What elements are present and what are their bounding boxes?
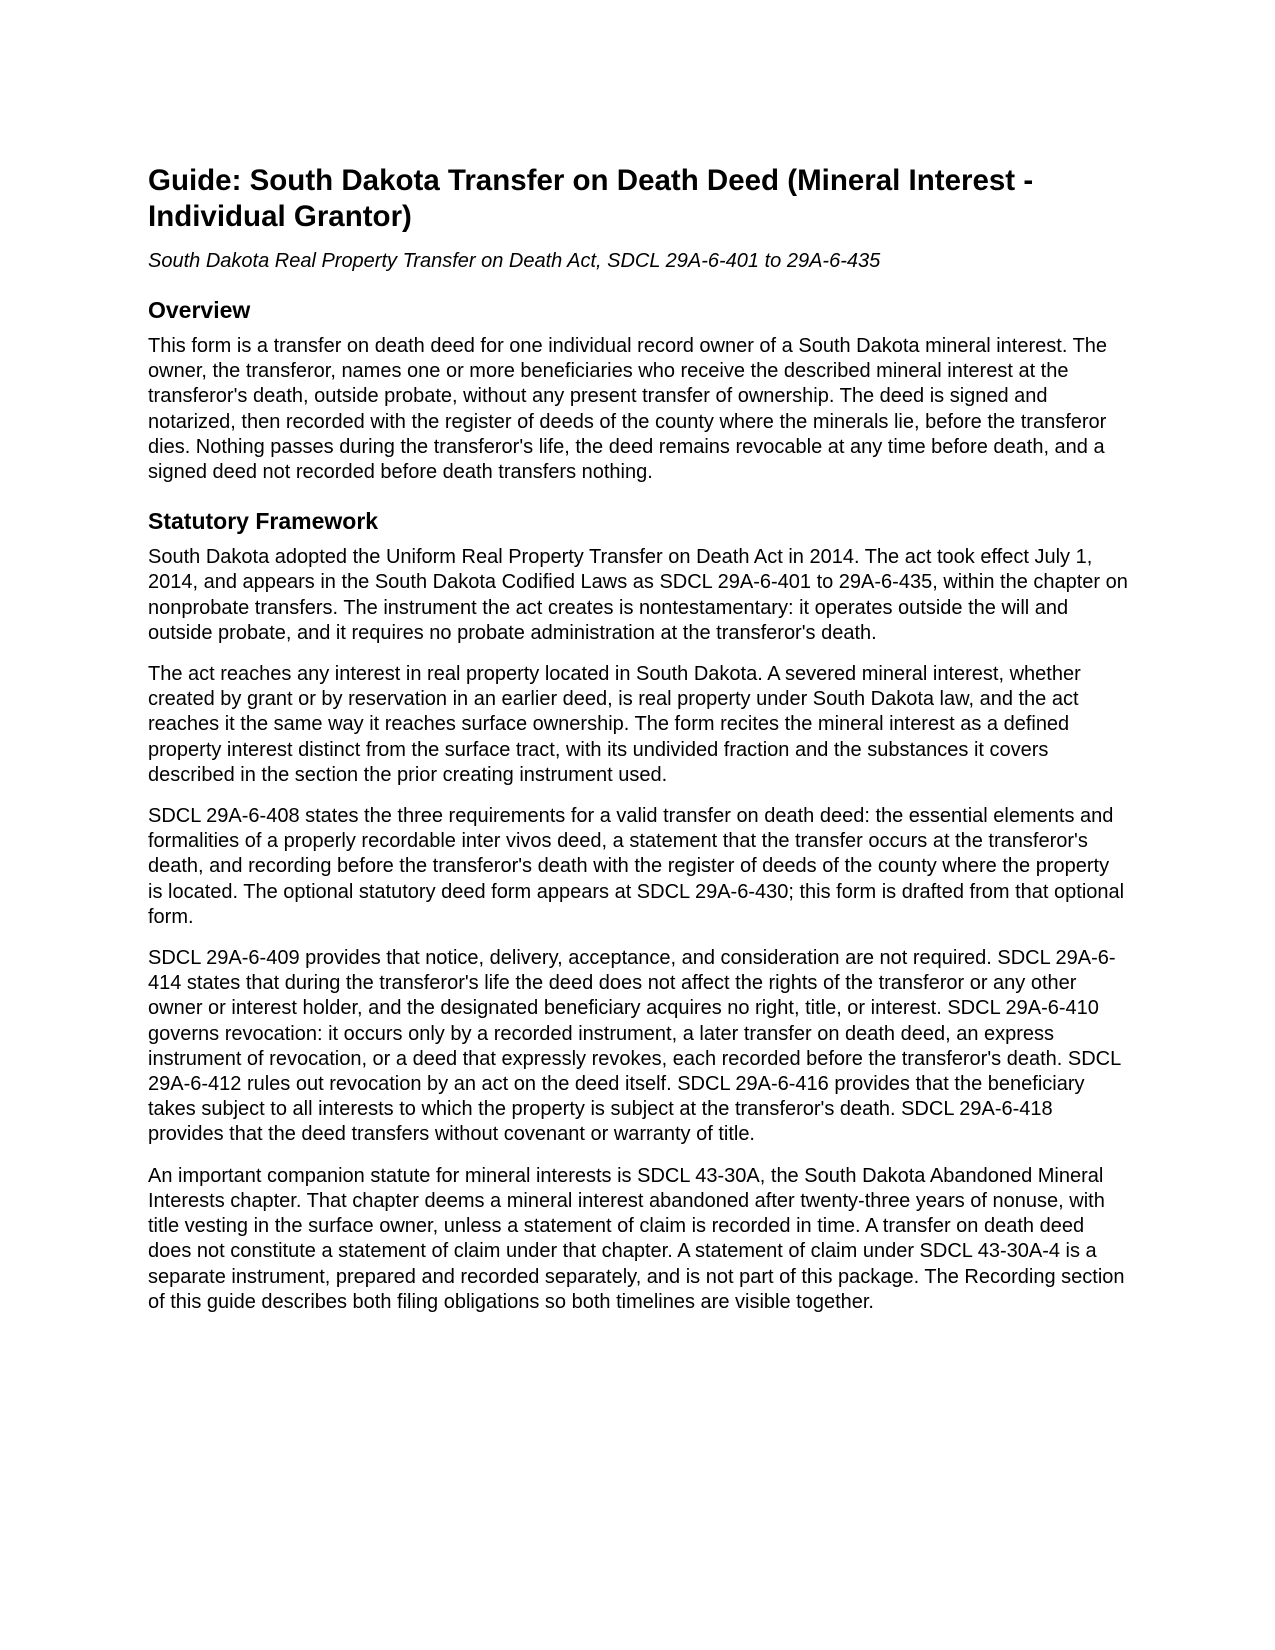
framework-paragraph-effects: SDCL 29A-6-409 provides that notice, delivery, acceptance, and consideration are not required. SDCL 29A-6-414 states that during the transferor's life the deed does not affect the rights of the transferor or any other owner or interest holder, and the designated beneficiary acquires no right, title, or interest. SDCL 29A-6-410 governs revocation: it occurs only by a recorded instrument, a later transfer on death deed, an express instrument of revocation, or a deed that expressly revokes, each recorded before the transferor's death. SDCL 29A-6-412 rules out revocation by an act on the deed itself. SDCL 29A-6-416 provides that the beneficiary takes subject to all interests to which the property is subject at the transferor's death. SDCL 29A-6-418 provides that the deed transfers without covenant or warranty of title. xyxy=(148,947,1121,1146)
document-subtitle: South Dakota Real Property Transfer on Death Act, SDCL 29A-6-401 to 29A-6-435 xyxy=(148,250,881,272)
framework-paragraph-adoption: South Dakota adopted the Uniform Real Property Transfer on Death Act in 2014. The act took effect July 1, 2014, and appears in the South Dakota Codified Laws as SDCL 29A-6-401 to 29A-6-435, within the chapter on nonprobate transfers. The instrument the act creates is nontestamentary: it operates outside the will and outside probate, and it requires no probate administration at the transferor's death. xyxy=(148,546,1128,644)
framework-paragraph-abandoned-minerals: An important companion statute for mineral interests is SDCL 43-30A, the South Dakota Abandoned Mineral Interests chapter. That chapter deems a mineral interest abandoned after twenty-three years of nonuse, with title vesting in the surface owner, unless a statement of claim is recorded in time. A transfer on death deed does not constitute a statement of claim under that chapter. A statement of claim under SDCL 43-30A-4 is a separate instrument, prepared and recorded separately, and is not part of this package. The Recording section of this guide describes both filing obligations so both timelines are visible together. xyxy=(148,1164,1125,1313)
framework-paragraph-mineral-interest: The act reaches any interest in real property located in South Dakota. A severed mineral interest, whether created by grant or by reservation in an earlier deed, is real property under South Dakota law, and the act reaches it the same way it reaches surface ownership. The form recites the mineral interest as a defined property interest distinct from the surface tract, with its undivided fraction and the substances it covers described in the section the prior creating instrument used. xyxy=(148,663,1081,786)
document-page xyxy=(148,163,1128,1315)
overview-heading: Overview xyxy=(148,297,251,323)
framework-paragraph-requirements: SDCL 29A-6-408 states the three requirements for a valid transfer on death deed: the essential elements and formalities of a properly recordable inter vivos deed, a statement that the transfer occurs at the transferor's death, and recording before the transferor's death with the register of deeds of the county where the property is located. The optional statutory deed form appears at SDCL 29A-6-430; this form is drafted from that optional form. xyxy=(148,805,1125,928)
overview-section xyxy=(148,296,1128,485)
overview-paragraph: This form is a transfer on death deed for one individual record owner of a South Dakota mineral interest. The owner, the transferor, names one or more beneficiaries who receive the described mineral interest at the transferor's death, outside probate, without any present transfer of ownership. The deed is signed and notarized, then recorded with the register of deeds of the county where the minerals lie, before the transferor dies. Nothing passes during the transferor's life, the deed remains revocable at any time before death, and a signed deed not recorded before death transfers nothing. xyxy=(148,335,1108,484)
document-title: Guide: South Dakota Transfer on Death Deed (Mineral Interest - Individual Grantor) xyxy=(148,164,1034,233)
statutory-framework-heading: Statutory Framework xyxy=(148,508,379,535)
statutory-framework-section xyxy=(148,507,1128,1315)
